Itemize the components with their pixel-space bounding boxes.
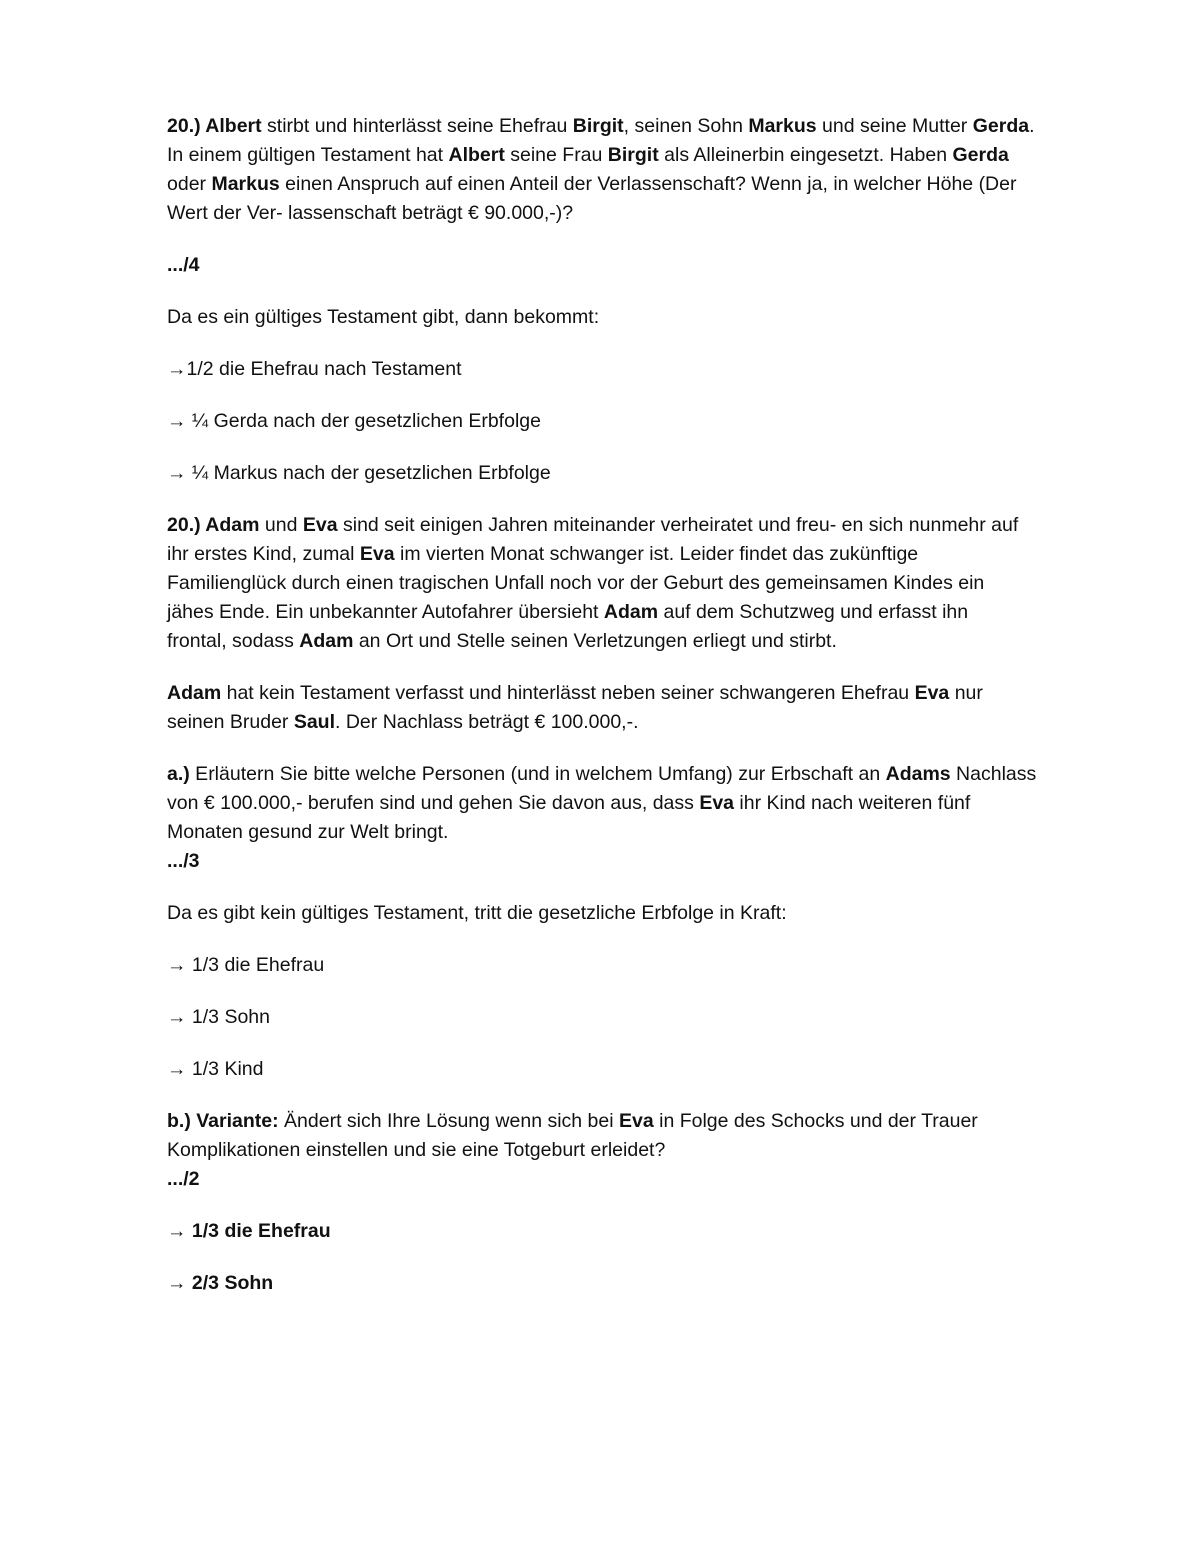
text-run: Komplikationen einstellen und sie eine Totgeburt erleidet?	[167, 1139, 666, 1161]
answer-item	[167, 1217, 1127, 1246]
bold-text-run: b.) Variante:	[167, 1110, 279, 1132]
bold-text-run: Adam	[603, 601, 659, 623]
arrow-right-icon: →	[167, 462, 187, 484]
text-run: einen Anspruch auf einen Anteil der Verlassenschaft? Wenn ja, in welcher Höhe (Der	[279, 173, 1017, 195]
text-line	[167, 598, 1127, 627]
question-1-points: .../4	[167, 254, 200, 276]
bold-text-run: Eva	[699, 792, 735, 814]
answer-item	[167, 1269, 1127, 1298]
bold-text-run: Birgit	[607, 144, 659, 166]
answer-text: ¼ Markus nach der gesetzlichen Erbfolge	[186, 462, 551, 484]
question-2b-points: .../2	[167, 1168, 200, 1190]
arrow-right-icon: →	[167, 410, 187, 432]
text-run: Erläutern Sie bitte welche Personen (und in welchem Umfang) zur Erbschaft an	[189, 763, 886, 785]
bold-text-run: Eva	[914, 682, 950, 704]
bold-text-run: Markus	[211, 173, 280, 195]
bold-text-run: Adam	[167, 682, 222, 704]
text-line	[167, 540, 1127, 569]
answer-text: 1/2 die Ehefrau nach Testament	[186, 358, 462, 380]
question-2a-text	[167, 760, 1127, 847]
text-line	[167, 1136, 1127, 1165]
text-line	[167, 112, 1127, 141]
text-run: sind seit einigen Jahren miteinander verheiratet und freu- en sich nunmehr auf	[337, 514, 1019, 536]
text-run: ihr erstes Kind, zumal	[167, 543, 360, 565]
text-line	[167, 569, 1127, 598]
bold-text-run: Albert	[448, 144, 505, 166]
text-line	[167, 170, 1127, 199]
question-2a-answer-intro: Da es gibt kein gültiges Testament, tritt die gesetzliche Erbfolge in Kraft:	[167, 902, 787, 924]
text-run: , seinen Sohn	[623, 115, 749, 137]
answer-text: 1/3 die Ehefrau	[186, 954, 325, 976]
answer-text: ¼ Gerda nach der gesetzlichen Erbfolge	[186, 410, 541, 432]
text-run: oder	[167, 173, 212, 195]
text-run: Familienglück durch einen tragischen Unfall noch vor der Geburt des gemeinsamen Kindes ein	[167, 572, 985, 594]
answer-item	[167, 1055, 1127, 1084]
text-line	[167, 818, 1127, 847]
bold-text-run: Gerda	[972, 115, 1030, 137]
bold-text-run: Birgit	[572, 115, 624, 137]
text-run: im vierten Monat schwanger ist. Leider findet das zukünftige	[394, 543, 919, 565]
text-line	[167, 760, 1127, 789]
text-run: nur	[949, 682, 983, 704]
text-line	[167, 679, 1127, 708]
bold-text-run: Eva	[302, 514, 338, 536]
bold-text-run: a.)	[167, 763, 190, 785]
text-run: Ändert sich Ihre Lösung wenn sich bei	[278, 1110, 619, 1132]
text-run: als Alleinerbin eingesetzt. Haben	[658, 144, 953, 166]
text-line	[167, 708, 1127, 737]
bold-text-run: Gerda	[952, 144, 1009, 166]
document-page	[167, 112, 1127, 1298]
text-run: Wert der Ver- lassenschaft beträgt € 90.000,-)?	[167, 202, 574, 224]
text-run: In einem gültigen Testament hat	[167, 144, 449, 166]
bold-text-run: Albert	[205, 115, 262, 137]
question-2-text	[167, 511, 1127, 656]
text-run: und	[259, 514, 303, 536]
question-2b-text	[167, 1107, 1127, 1165]
question-2a-points: .../3	[167, 850, 200, 872]
text-run: hat kein Testament verfasst und hinterlässt neben seiner schwangeren Ehefrau	[221, 682, 915, 704]
answer-item	[167, 951, 1127, 980]
question-1-answer-intro: Da es ein gültiges Testament gibt, dann bekommt:	[167, 306, 600, 328]
text-line	[167, 1107, 1127, 1136]
bold-text-run: 20.)	[167, 115, 206, 137]
text-run: jähes Ende. Ein unbekannter Autofahrer übersieht	[167, 601, 604, 623]
text-run: stirbt und hinterlässt seine Ehefrau	[261, 115, 573, 137]
text-run: auf dem Schutzweg und erfasst ihn	[658, 601, 969, 623]
text-line	[167, 141, 1127, 170]
text-run: . Der Nachlass beträgt € 100.000,-.	[335, 711, 639, 733]
text-run: frontal, sodass	[167, 630, 300, 652]
text-run: Monaten gesund zur Welt bringt.	[167, 821, 449, 843]
text-run: an Ort und Stelle seinen Verletzungen erliegt und stirbt.	[353, 630, 837, 652]
text-run: und seine Mutter	[816, 115, 973, 137]
bold-text-run: Eva	[359, 543, 395, 565]
bold-text-run: 20.)	[167, 514, 206, 536]
arrow-right-icon: →	[167, 954, 187, 976]
arrow-right-icon: →	[167, 1006, 187, 1028]
text-line	[167, 789, 1127, 818]
answer-item	[167, 355, 1127, 384]
text-line	[167, 627, 1127, 656]
bold-text-run: Adam	[205, 514, 260, 536]
answer-item	[167, 1003, 1127, 1032]
arrow-right-icon: →	[167, 1272, 187, 1294]
answer-item	[167, 407, 1127, 436]
text-run: in Folge des Schocks und der Trauer	[653, 1110, 978, 1132]
bold-text-run: Adam	[299, 630, 354, 652]
text-run: seinen Bruder	[167, 711, 294, 733]
text-run: Nachlass	[950, 763, 1037, 785]
text-run: von € 100.000,- berufen sind und gehen Sie davon aus, dass	[167, 792, 700, 814]
text-run: ihr Kind nach weiteren fünf	[734, 792, 971, 814]
text-line	[167, 199, 1127, 228]
bold-text-run: Eva	[619, 1110, 654, 1132]
answer-text: 1/3 die Ehefrau	[186, 1220, 331, 1242]
answer-text: 1/3 Kind	[186, 1058, 264, 1080]
text-run: seine Frau	[504, 144, 608, 166]
arrow-right-icon: →	[167, 1220, 187, 1242]
arrow-right-icon: →	[167, 1058, 187, 1080]
bold-text-run: Adams	[885, 763, 951, 785]
answer-text: 1/3 Sohn	[186, 1006, 270, 1028]
text-run: .	[1029, 115, 1035, 137]
question-2-facts	[167, 679, 1127, 737]
text-line	[167, 511, 1127, 540]
answer-text: 2/3 Sohn	[186, 1272, 274, 1294]
bold-text-run: Markus	[748, 115, 817, 137]
arrow-right-icon: →	[167, 358, 187, 380]
bold-text-run: Saul	[293, 711, 336, 733]
answer-item	[167, 459, 1127, 488]
question-1-text	[167, 112, 1127, 228]
